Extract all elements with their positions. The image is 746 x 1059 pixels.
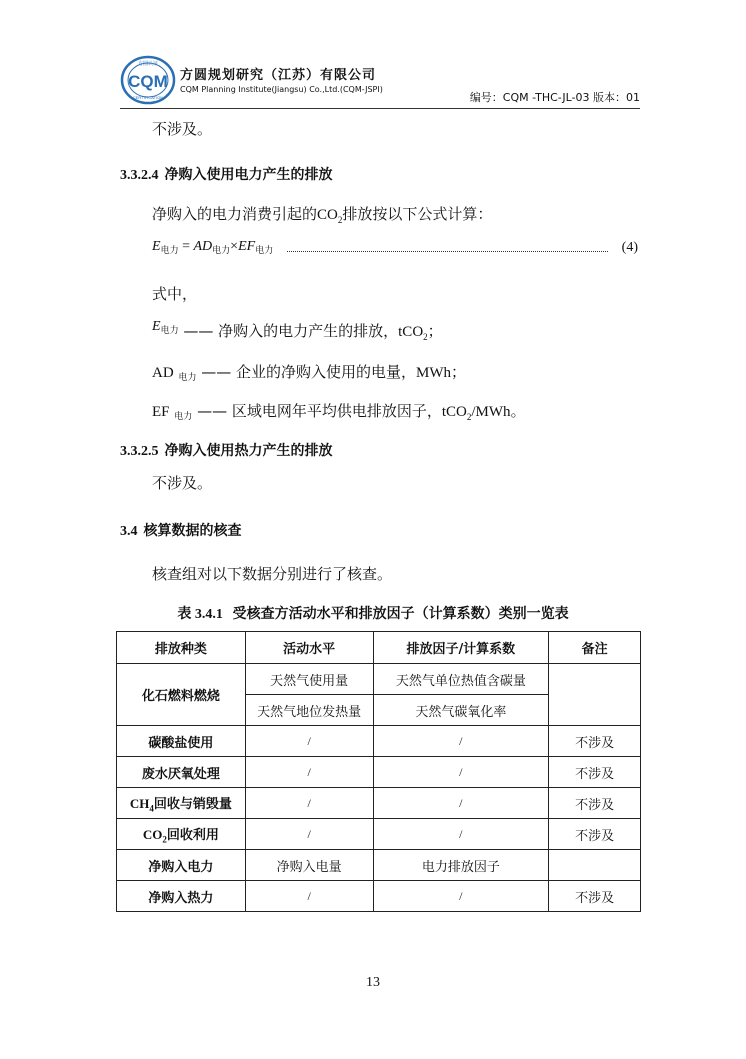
activity-cell: 净购入电量: [245, 850, 373, 881]
text: 回收与销毁量: [153, 796, 232, 812]
subscript: 2: [423, 332, 428, 342]
cqm-logo-icon: [120, 55, 176, 105]
text: 回收利用: [166, 827, 219, 843]
text: CO: [317, 207, 338, 223]
subscript: 电力: [178, 373, 197, 383]
heading-3325: [120, 440, 333, 460]
paragraph-where: 式中，: [152, 285, 198, 303]
table-title: [0, 603, 746, 623]
text: —— 企业的净购入使用的电量，: [201, 363, 417, 381]
remark-cell: [549, 850, 641, 881]
table-header-row: [117, 632, 641, 664]
category-table: [116, 631, 641, 912]
remark-cell: 不涉及: [549, 726, 641, 757]
operator: ×: [230, 239, 239, 254]
factor-cell: /: [373, 726, 549, 757]
subscript: 电力: [255, 246, 274, 256]
remark-cell: 不涉及: [549, 881, 641, 912]
header-cell: 排放种类: [117, 632, 246, 664]
category-cell: [117, 819, 246, 850]
factor-cell: /: [373, 788, 549, 819]
heading-34: [120, 520, 242, 540]
company-name-en: CQM Planning Institute(Jiangsu) Co.,Ltd.(CQM-JSPI): [180, 85, 383, 94]
table-row: [117, 881, 641, 912]
remark-cell: 不涉及: [549, 819, 641, 850]
subscript: 电力: [160, 246, 179, 256]
definition-ad: [152, 361, 466, 383]
factor-cell: 电力排放因子: [373, 850, 549, 881]
table-row: [117, 757, 641, 788]
category-cell: [117, 788, 246, 819]
category-cell: 化石燃料燃烧: [117, 664, 246, 726]
activity-cell: 天然气使用量: [245, 664, 373, 695]
table-row: [117, 726, 641, 757]
table-row: [117, 664, 641, 695]
activity-cell: 天然气地位发热量: [245, 695, 373, 726]
text: ；: [451, 363, 467, 381]
unit: /MWh: [471, 404, 511, 420]
text: 。: [510, 402, 526, 420]
category-cell: 废水厌氧处理: [117, 757, 246, 788]
operator: =: [178, 239, 194, 254]
page-header: [120, 55, 640, 107]
text: 排放按以下公式计算：: [342, 205, 493, 223]
symbol: AD: [152, 365, 174, 381]
heading-number: 3.3.2.4: [120, 168, 159, 183]
symbol: EF: [152, 404, 170, 420]
subscript: 2: [466, 412, 472, 422]
subscript: 2: [162, 834, 167, 845]
unit: MWh: [416, 365, 452, 381]
remark-cell: [549, 664, 641, 726]
category-cell: 碳酸盐使用: [117, 726, 246, 757]
text: —— 区域电网年平均供电排放因子，: [197, 402, 442, 420]
symbol: E: [152, 319, 161, 334]
activity-cell: /: [245, 788, 373, 819]
logo-ring-top: 方圆认证: [137, 61, 159, 67]
subscript: 4: [149, 803, 154, 814]
heading-text: 核算数据的核查: [143, 523, 242, 539]
unit: tCO: [441, 404, 467, 420]
subscript: 电力: [160, 326, 179, 336]
header-cell: 活动水平: [245, 632, 373, 664]
text: CH: [129, 795, 150, 811]
heading-number: 3.3.2.5: [120, 444, 159, 459]
company-name-cn: 方圆规划研究（江苏）有限公司: [180, 68, 377, 83]
factor-cell: /: [373, 757, 549, 788]
factor-cell: 天然气单位热值含碳量: [373, 664, 549, 695]
table-row: [117, 850, 641, 881]
text: —— 净购入的电力产生的排放，: [183, 322, 399, 340]
table-row: [117, 819, 641, 850]
factor-cell: /: [373, 819, 549, 850]
definition-ef: [152, 400, 526, 422]
factor-cell: 天然气碳氧化率: [373, 695, 549, 726]
header-cell: 备注: [549, 632, 641, 664]
formula-4: [152, 238, 638, 260]
subscript: 电力: [174, 412, 193, 422]
heading-text: 净购入使用热力产生的排放: [164, 443, 333, 459]
remark-cell: 不涉及: [549, 788, 641, 819]
paragraph-formula-intro: [152, 203, 492, 225]
activity-cell: /: [245, 819, 373, 850]
table-caption: 受核查方活动水平和排放因子（计算系数）类别一览表: [232, 606, 569, 622]
activity-cell: /: [245, 726, 373, 757]
category-cell: 净购入热力: [117, 881, 246, 912]
symbol: E: [152, 239, 161, 254]
paragraph-check: 核查组对以下数据分别进行了核查。: [152, 565, 393, 583]
unit: tCO: [398, 324, 424, 340]
heading-number: 3.4: [120, 524, 138, 539]
formula-expression: [152, 238, 273, 256]
symbol: AD: [193, 239, 213, 254]
activity-cell: /: [245, 757, 373, 788]
remark-cell: 不涉及: [549, 757, 641, 788]
symbol: EF: [238, 239, 256, 254]
equation-number: (4): [621, 240, 638, 255]
text: CO: [142, 826, 163, 842]
subscript: 电力: [212, 246, 231, 256]
subscript: 2: [337, 215, 343, 225]
header-divider: [120, 108, 640, 109]
page-number: 13: [366, 975, 380, 990]
text: ；: [427, 322, 443, 340]
text: 净购入的电力消费引起的: [152, 205, 318, 223]
logo-text: CQM: [128, 72, 168, 91]
definition-e: [152, 320, 443, 342]
paragraph-not-involved-2: 不涉及。: [152, 474, 213, 492]
heading-text: 净购入使用电力产生的排放: [164, 167, 333, 183]
heading-3324: [120, 164, 333, 184]
table-number: 表 3.4.1: [177, 607, 223, 622]
document-code: 编号：CQM -THC-JL-03 版本：01: [469, 91, 640, 104]
factor-cell: /: [373, 881, 549, 912]
dot-leader: [287, 251, 608, 252]
logo-ring-bottom: CERTIFICATION: [132, 95, 164, 100]
table-row: [117, 788, 641, 819]
paragraph-not-involved: 不涉及。: [152, 120, 213, 138]
category-cell: 净购入电力: [117, 850, 246, 881]
header-cell: 排放因子/计算系数: [373, 632, 549, 664]
activity-cell: /: [245, 881, 373, 912]
